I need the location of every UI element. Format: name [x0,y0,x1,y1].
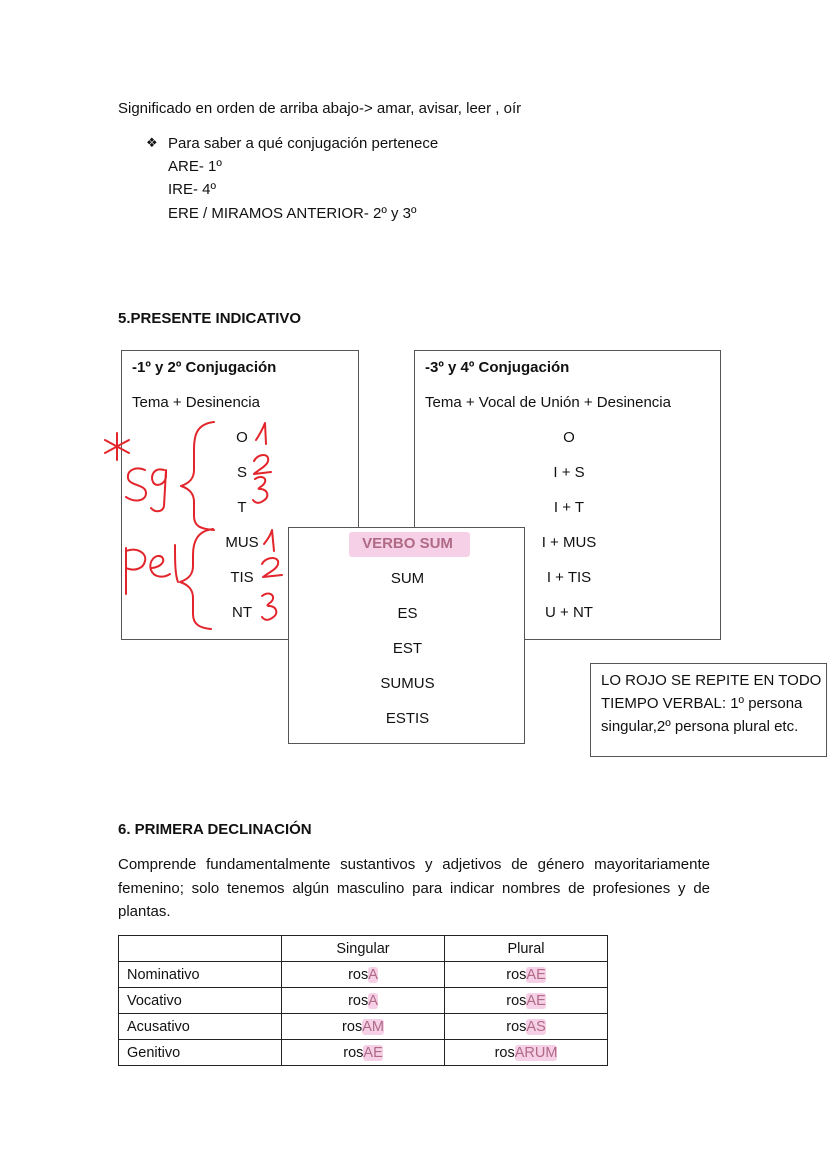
stem: ros [506,966,527,983]
ending-tis: TIS [230,569,254,586]
ending-right-o: O [563,429,575,446]
handwritten-star-icon [105,433,129,460]
table-header-plural: Plural [445,936,608,962]
sum-form-sumus: SUMUS [380,675,435,692]
ending-right-is: I + S [553,464,585,481]
sum-form-estis: ESTIS [385,710,430,727]
ending-right-unt: U + NT [545,604,593,621]
brace-plural [180,529,213,629]
stem: ros [342,1018,363,1035]
ending-highlight: AM [362,1018,384,1035]
section6-title: 6. PRIMERA DECLINACIÓN [118,821,312,838]
nominativo-plural [445,962,608,988]
note-line-1: LO ROJO SE REPITE EN TODO [601,672,822,689]
nominativo-singular [282,962,445,988]
handwritten-number-3-singular [253,477,267,503]
rule-ire: IRE- 4º [168,181,216,198]
section5-title: 5.PRESENTE INDICATIVO [118,310,302,327]
bullet-title: Para saber a qué conjugación pertenece [168,135,439,152]
verbo-sum-heading: VERBO SUM [362,535,453,552]
case-genitivo: Genitivo [119,1040,282,1066]
table-row [119,962,608,988]
box-right-heading: -3º y 4º Conjugación [425,359,570,376]
ending-highlight: AS [526,1018,546,1035]
sum-form-est: EST [392,640,423,657]
table-header-singular: Singular [282,936,445,962]
stem: ros [506,1018,527,1035]
box-right-formula: Tema + Vocal de Unión + Desinencia [425,394,671,411]
ending-highlight: AE [526,992,546,1009]
declension-table [118,935,608,1066]
rule-are: ARE- 1º [168,158,222,175]
handwritten-pl-label [126,545,178,594]
rule-ere: ERE / MIRAMOS ANTERIOR- 2º y 3º [168,205,417,222]
meaning-line: Significado en orden de arriba abajo-> amar, avisar, leer , oír [118,100,522,117]
acusativo-singular [282,1014,445,1040]
table-row [119,988,608,1014]
stem: ros [494,1044,515,1061]
ending-nt: NT [232,604,252,621]
acusativo-plural [445,1014,608,1040]
table-row [119,1040,608,1066]
stem: ros [506,992,527,1009]
box-left-formula: Tema + Desinencia [132,394,260,411]
ending-highlight: AE [363,1044,383,1061]
table-row [119,1014,608,1040]
ending-right-itis: I + TIS [546,569,592,586]
genitivo-plural [445,1040,608,1066]
ending-o: O [236,429,248,446]
handwritten-sg-label [126,468,166,511]
sum-form-sum: SUM [390,570,425,587]
note-line-2: TIEMPO VERBAL: 1º persona [601,695,803,712]
sum-form-es: ES [397,605,418,622]
vocativo-singular [282,988,445,1014]
case-vocativo: Vocativo [119,988,282,1014]
case-acusativo: Acusativo [119,1014,282,1040]
table-header-case [119,936,282,962]
table-header-row [119,936,608,962]
section6-paragraph: Comprende fundamentalmente sustantivos y adjetivos de género mayoritariamente femenino; solo tenemos algún masculino para indicar nombres de profesiones y de plantas. [118,856,710,920]
ending-right-imus: I + MUS [541,534,597,551]
stem: ros [348,992,369,1009]
brace-singular [181,422,214,530]
genitivo-singular [282,1040,445,1066]
ending-highlight: A [368,992,378,1009]
bullet-diamond-icon: ❖ [146,135,158,150]
ending-t: T [237,499,247,516]
handwritten-number-3-plural [262,594,276,620]
ending-s: S [236,464,247,481]
ending-right-it: I + T [553,499,585,516]
stem: ros [343,1044,364,1061]
handwritten-number-2-singular [254,455,271,474]
handwritten-number-1-singular [256,423,266,444]
ending-highlight: AE [526,966,546,983]
ending-highlight: A [368,966,378,983]
handwritten-number-2-plural [262,558,282,577]
vocativo-plural [445,988,608,1014]
ending-highlight: ARUM [514,1044,558,1061]
ending-mus: MUS [225,534,259,551]
note-line-3: singular,2º persona plural etc. [601,718,799,735]
handwritten-number-1-plural [264,530,274,551]
box-left-heading: -1º y 2º Conjugación [132,359,277,376]
case-nominativo: Nominativo [119,962,282,988]
stem: ros [348,966,369,983]
